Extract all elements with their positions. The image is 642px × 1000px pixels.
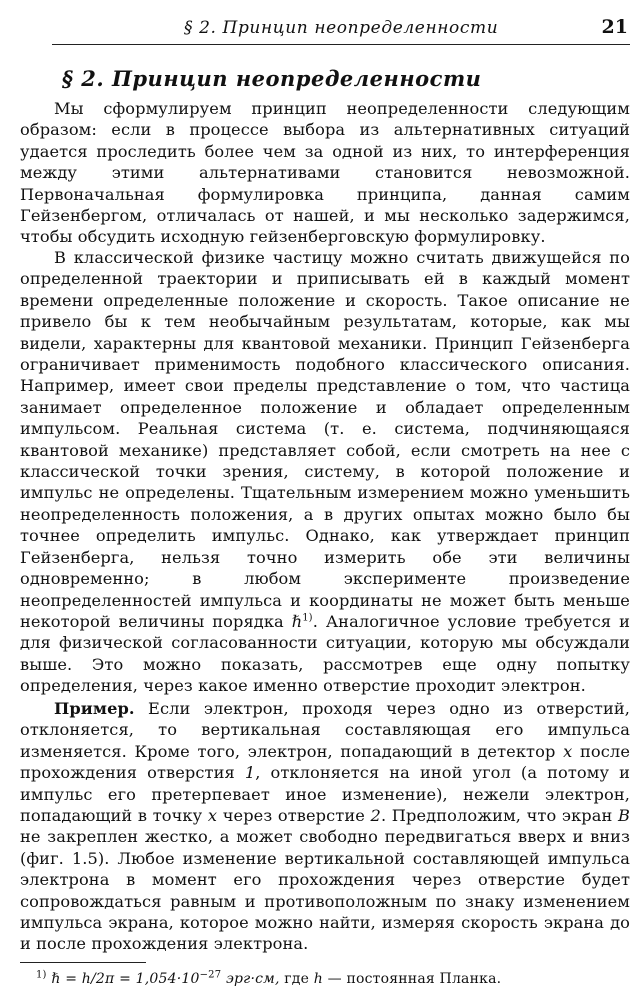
slit-1: 1 <box>244 763 256 783</box>
example-text-a: Если электрон, проходя через одно из отверстий, отклоняется, то вертикальная составляющая его импульса изменяется. Кроме того, электрон, попадающий в детектор <box>20 699 630 761</box>
screen-B: B <box>618 806 631 826</box>
var-x-2: x <box>207 806 218 826</box>
example-text-d: через отверстие <box>217 806 371 826</box>
example-text-b: после прохождения отверстия <box>20 741 630 783</box>
running-header <box>52 16 630 45</box>
paragraph-2-after: . Аналогичное условие требуется и для физической согласованности ситуации, которую мы обсуждали выше. Это можно показать, рассмотрев еще одну попытку определения, через какое именно отверстие проходит электрон. <box>20 611 630 696</box>
paragraph-example-text <box>20 698 630 955</box>
footnote-text-a: где <box>279 971 314 987</box>
hbar-symbol: ℏ <box>291 611 303 631</box>
paragraph-2-before: В классической физике частицу можно считать движущейся по определенной траектории и приписывать ей в каждый момент времени определенные положение и скорость. Такое описание не привело бы к тем необычайным результатам, которые, как мы видели, характерны для квантовой механики. Принцип Гейзенберга ограничивает применимость подобного классического описания. Например, имеет свои пределы представление о том, что частица занимает определенное положение и обладает определенным импульсом. Реальная система (т. е. система, подчиняющаяся квантовой механике) представляет собой, если смотреть на нее с классической точки зрения, систему, в которой положение и импульс не определены. Тщательным измерением можно уменьшить неопределенность положения, а в других опытах можно было бы точнее определить импульс. Однако, как утверждает принцип Гейзенберга, нельзя точно измерить обе эти величины одновременно; в любом эксперименте произведение неопределенностей импульса и координаты не может быть меньше некоторой величины порядка <box>20 248 630 631</box>
example-text-f: не закреплен жестко, а может свободно передвигаться вверх и вниз (фиг. 1.5). Любое изменение вертикальной составляющей импульса электрона в момент его прохождения через отверстие будет сопровождаться равным и противоположным по знаку изменением импульса экрана, которое можно найти, измеряя скорость экрана до и после прохождения электрона. <box>20 827 630 954</box>
paragraph-2-text <box>20 247 630 697</box>
example-lead: Пример. <box>54 699 135 718</box>
running-title: § 2. Принцип неопределенности <box>184 18 499 38</box>
paragraph-example <box>20 698 630 955</box>
section-title: § 2. Принцип неопределенности <box>62 66 482 91</box>
footnote-unit: эрг·см, <box>221 971 280 987</box>
example-text-e: . Предположим, что экран <box>380 806 619 826</box>
footnote <box>36 969 501 989</box>
footnote-h: h <box>313 971 323 987</box>
footnote-mark: 1) <box>36 969 47 981</box>
footnote-text-b: — постоянная Планка. <box>322 971 502 987</box>
paragraph-1-text: Мы сформулируем принцип неопределенности следующим образом: если в процессе выбора из альтернативных ситуаций удается проследить более чем за одной из них, то интерференция между этими альтернативами становится невозможной. Первоначальная формулировка принципа, данная самим Гейзенбергом, отличалась от нашей, и мы несколько задержимся, чтобы обсудить исходную гейзенберговскую формулировку. <box>20 99 630 247</box>
paragraph-2 <box>20 247 630 697</box>
footnote-divider <box>20 962 146 963</box>
footnote-formula: ℏ = h/2π = 1,054·10 <box>51 971 200 987</box>
paragraph-1 <box>20 98 630 248</box>
var-x: x <box>563 741 573 761</box>
page-number: 21 <box>601 16 628 38</box>
slit-2: 2 <box>370 806 381 826</box>
footnote-exponent: −27 <box>199 969 222 981</box>
example-text-c: , отклоняется на иной угол (а потому и импульс его претерпевает иное изменение), нежели электрон, попадающий в точку <box>20 763 630 826</box>
footnote-reference: 1) <box>302 612 313 624</box>
